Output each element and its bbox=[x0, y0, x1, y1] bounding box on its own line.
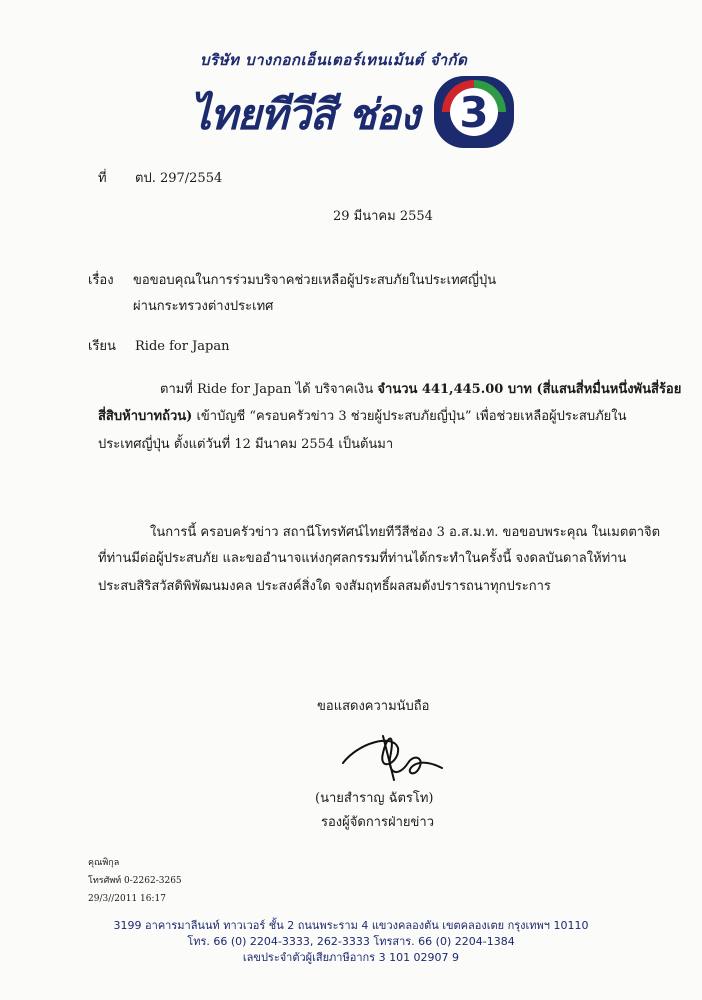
logo-number: 3 bbox=[459, 88, 489, 137]
footer-tax-id: เลขประจำตัวผู้เสียภาษีอากร 3 101 02907 9 bbox=[242, 951, 460, 964]
signatory-position: รองผู้จัดการฝ่ายข่าว bbox=[321, 815, 434, 830]
signature bbox=[338, 718, 448, 788]
ref-number: ตป. 297/2554 bbox=[135, 171, 223, 186]
paragraph-2-line-3: ประสบสิริสวัสดิพิพัฒนมงคล ประสงค์สิ่งใด จงสัมฤทธิ์ผลสมดังปรารถนาทุกประการ bbox=[98, 579, 551, 594]
paragraph-1-line-1 bbox=[160, 381, 681, 399]
ref-label: ที่ bbox=[98, 171, 107, 186]
letter-date: 29 มีนาคม 2554 bbox=[333, 209, 433, 224]
subject-label: เรื่อง bbox=[88, 273, 114, 288]
paragraph-1-line-3: ประเทศญี่ปุ่น ตั้งแต่วันที่ 12 มีนาคม 2554 เป็นต้นมา bbox=[98, 437, 394, 452]
contact-phone: โทรศัพท์ 0-2262-3265 bbox=[88, 876, 182, 886]
subject-line-1: ขอขอบคุณในการร่วมบริจาคช่วยเหลือผู้ประสบภัยในประเทศญี่ปุ่น bbox=[133, 273, 497, 288]
subject-line-2: ผ่านกระทรวงต่างประเทศ bbox=[133, 299, 274, 314]
channel-3-logo bbox=[430, 72, 518, 152]
contact-person: คุณพิกุล bbox=[88, 858, 120, 868]
p1-l1-a: ตามที่ Ride for Japan ได้ บริจาคเงิน bbox=[160, 382, 378, 397]
amount-in-words-end: สี่สิบห้าบาทถ้วน) bbox=[98, 409, 193, 424]
signatory-name: (นายสำราญ ฉัตรโท) bbox=[315, 791, 434, 806]
company-address-footer bbox=[0, 918, 702, 966]
paragraph-2-line-2: ที่ท่านมีต่อผู้ประสบภัย และขออำนาจแห่งกุศลกรรมที่ท่านได้กระทำในครั้งนี้ จงดลบันดาลให้ท่าน bbox=[98, 551, 627, 566]
p1-l2-b: เข้าบัญชี “ครอบครัวข่าว 3 ช่วยผู้ประสบภัยญี่ปุ่น” เพื่อช่วยเหลือผู้ประสบภัยใน bbox=[192, 409, 627, 424]
recipient-name: Ride for Japan bbox=[135, 339, 230, 354]
brand-title: ไทยทีวีสี ช่อง bbox=[190, 90, 420, 139]
closing-regards: ขอแสดงความนับถือ bbox=[317, 699, 430, 714]
company-name: บริษัท บางกอกเอ็นเตอร์เทนเม้นต์ จำกัด bbox=[200, 51, 468, 69]
paragraph-2-line-1: ในการนี้ ครอบครัวข่าว สถานีโทรทัศน์ไทยทีวีสีช่อง 3 อ.ส.ม.ท. ขอขอบพระคุณ ในเมตตาจิต bbox=[150, 525, 661, 540]
donation-amount: จำนวน 441,445.00 บาท (สี่แสนสี่หมื่นหนึ่งพันสี่ร้อย bbox=[377, 382, 682, 397]
footer-phone-fax: โทร. 66 (0) 2204-3333, 262-3333 โทรสาร. 66 (0) 2204-1384 bbox=[187, 935, 515, 948]
recipient-label: เรียน bbox=[88, 339, 116, 354]
footer-address: 3199 อาคารมาลีนนท์ ทาวเวอร์ ชั้น 2 ถนนพระราม 4 แขวงคลองตัน เขตคลองเตย กรุงเทพฯ 10110 bbox=[113, 919, 589, 932]
print-timestamp: 29/3//2011 16:17 bbox=[88, 894, 166, 904]
paragraph-1-line-2 bbox=[98, 408, 627, 426]
